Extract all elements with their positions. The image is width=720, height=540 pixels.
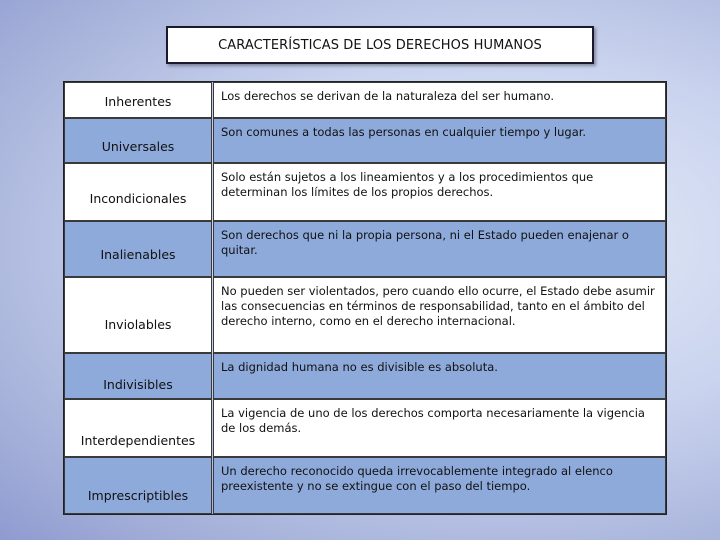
term-cell-universales: Universales (64, 118, 212, 163)
description-cell-inviolables: No pueden ser violentados, pero cuando ello ocurre, el Estado debe asumir las consecuencias en términos de responsabilidad, tanto en el ámbito del derecho interno, como en el derecho internacional. (213, 277, 666, 353)
description-cell-universales: Son comunes a todas las personas en cualquier tiempo y lugar. (213, 118, 666, 163)
term-cell-indivisibles: Indivisibles (64, 353, 212, 399)
page-title: CARACTERÍSTICAS DE LOS DERECHOS HUMANOS (166, 26, 594, 64)
term-cell-inherentes: Inherentes (64, 82, 212, 118)
description-cell-inherentes: Los derechos se derivan de la naturaleza del ser humano. (213, 82, 666, 118)
description-cell-imprescriptibles: Un derecho reconocido queda irrevocablemente integrado al elenco preexistente y no se extingue con el paso del tiempo. (213, 457, 666, 514)
description-cell-inalienables: Son derechos que ni la propia persona, ni el Estado pueden enajenar o quitar. (213, 221, 666, 277)
description-cell-interdependientes: La vigencia de uno de los derechos comporta necesariamente la vigencia de los demás. (213, 399, 666, 457)
term-cell-imprescriptibles: Imprescriptibles (64, 457, 212, 514)
term-cell-inviolables: Inviolables (64, 277, 212, 353)
term-cell-interdependientes: Interdependientes (64, 399, 212, 457)
description-cell-incondicionales: Solo están sujetos a los lineamientos y a los procedimientos que determinan los límites de los propios derechos. (213, 163, 666, 221)
term-cell-inalienables: Inalienables (64, 221, 212, 277)
term-cell-incondicionales: Incondicionales (64, 163, 212, 221)
description-cell-indivisibles: La dignidad humana no es divisible es absoluta. (213, 353, 666, 399)
